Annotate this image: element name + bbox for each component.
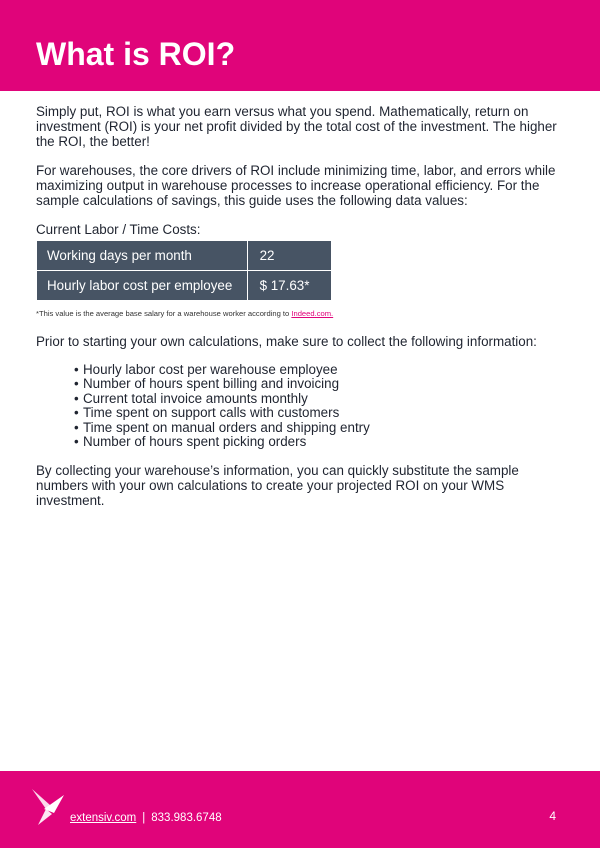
list-item: • Time spent on support calls with customers xyxy=(74,406,566,421)
table-cell-value: 22 xyxy=(247,241,331,271)
info-bullet-list xyxy=(36,363,566,450)
table-row xyxy=(37,241,332,271)
table-cell-value: $ 17.63* xyxy=(247,271,331,301)
intro-paragraph: Simply put, ROI is what you earn versus what you spend. Mathematically, return on investment (ROI) is your net profit divided by the total cost of the investment. The higher the ROI, the better! xyxy=(36,104,557,150)
extensiv-bird-logo-icon xyxy=(30,787,66,827)
table-row xyxy=(37,271,332,301)
phone-number[interactable]: 833.983.6748 xyxy=(151,812,222,824)
prior-paragraph: Prior to starting your own calculations, make sure to collect the following information: xyxy=(36,334,537,350)
list-item: • Number of hours spent picking orders xyxy=(74,435,566,450)
website-link[interactable]: extensiv.com xyxy=(70,812,137,824)
footer-separator: | xyxy=(142,812,146,824)
list-item: • Current total invoice amounts monthly xyxy=(74,392,566,407)
page-footer xyxy=(0,771,600,848)
table-cell-label: Hourly labor cost per employee xyxy=(37,271,248,301)
drivers-paragraph: For warehouses, the core drivers of ROI include minimizing time, labor, and errors while maximizing output in warehouse processes to increase operational efficiency. For the sample calculations of savings, this guide uses the following data values: xyxy=(36,162,556,209)
table-footnote xyxy=(36,309,566,319)
table-caption: Current Labor / Time Costs: xyxy=(36,222,201,238)
list-item: • Number of hours spent billing and invoicing xyxy=(74,377,566,392)
labor-costs-table xyxy=(36,240,332,301)
footnote-text: *This value is the average base salary for a warehouse worker according to xyxy=(36,309,292,319)
list-item: • Time spent on manual orders and shipping entry xyxy=(74,421,566,436)
page-number: 4 xyxy=(549,809,556,823)
main-content xyxy=(36,104,566,508)
page-title: What is ROI? xyxy=(36,36,236,72)
list-item: • Hourly labor cost per warehouse employee xyxy=(74,363,566,378)
table-cell-label: Working days per month xyxy=(37,241,248,271)
indeed-link[interactable]: Indeed.com. xyxy=(291,309,334,319)
closing-paragraph: By collecting your warehouse’s information, you can quickly substitute the sample numbers with your own calculations to create your projected ROI on your WMS investment. xyxy=(36,462,519,509)
footer-contact xyxy=(70,811,222,825)
page-header xyxy=(0,0,600,91)
